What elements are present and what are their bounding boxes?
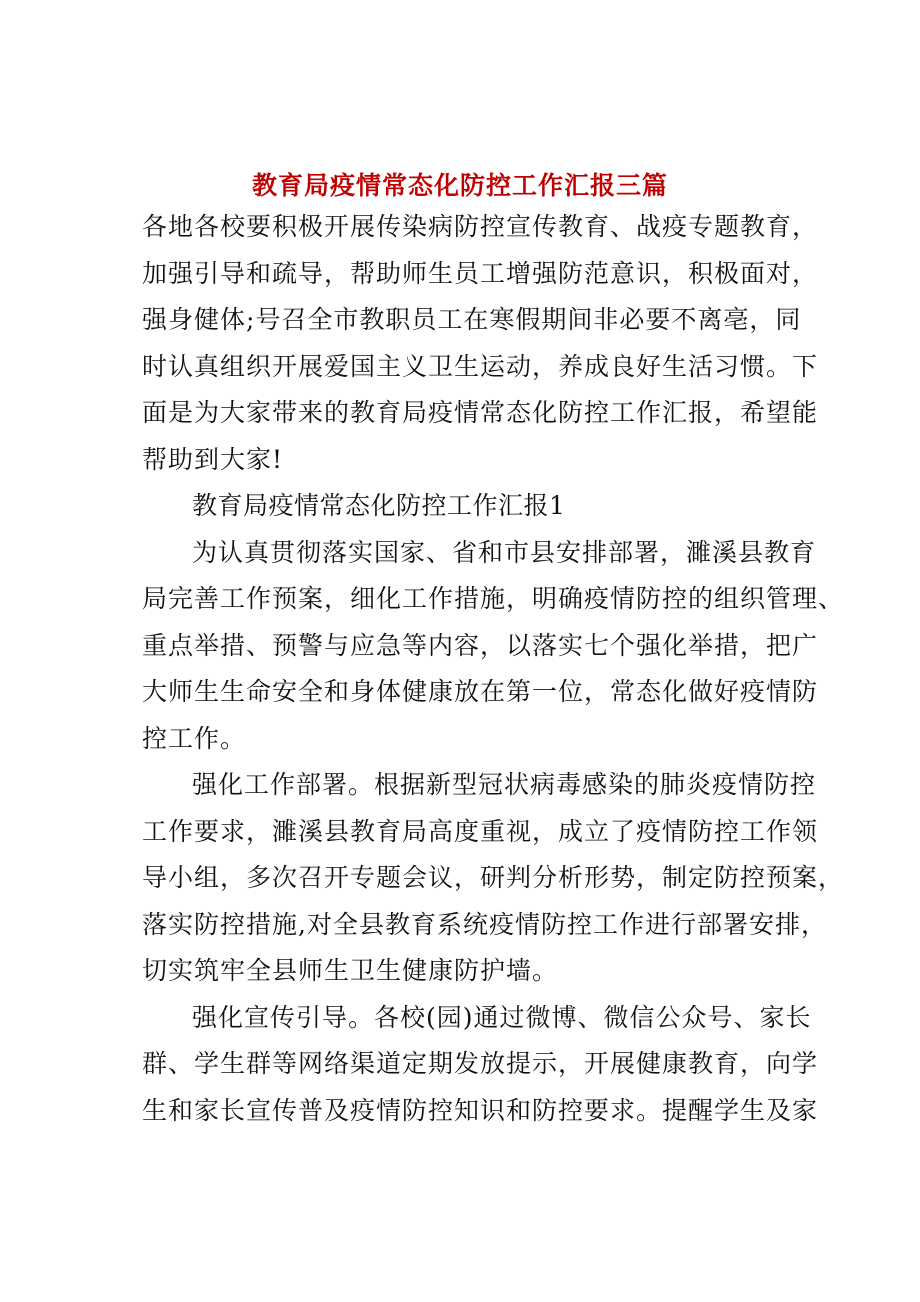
- paragraph-2-line-2: 工作要求，濉溪县教育局高度重视，成立了疫情防控工作领: [142, 816, 819, 846]
- paragraph-2-line-3: 导小组，多次召开专题会议，研判分析形势，制定防控预案，: [142, 863, 845, 892]
- intro-line-6: 帮助到大家!: [142, 444, 284, 474]
- intro-line-1: 各地各校要积极开展传染病防控宣传教育、战疫专题教育，: [142, 212, 819, 241]
- paragraph-3-line-1: 强化宣传引导。各校(园)通过微博、微信公众号、家长: [192, 1002, 812, 1032]
- document-title: 教育局疫情常态化防控工作汇报三篇: [251, 171, 668, 200]
- paragraph-1-line-1: 为认真贯彻落实国家、省和市县安排部署，濉溪县教育: [192, 537, 817, 567]
- paragraph-3-line-2: 群、学生群等网络渠道定期发放提示，开展健康教育，向学: [142, 1049, 819, 1078]
- document-body: [142, 204, 845, 1134]
- intro-paragraph: [142, 204, 819, 483]
- paragraph-2-line-1: 强化工作部署。根据新型冠状病毒感染的肺炎疫情防控: [192, 770, 817, 799]
- section-heading: 教育局疫情常态化防控工作汇报1: [192, 491, 566, 520]
- paragraph-2-line-4: 落实防控措施,对全县教育系统疫情防控工作进行部署安排，: [142, 909, 827, 939]
- paragraph-3-line-3: 生和家长宣传普及疫情防控知识和防控要求。提醒学生及家: [142, 1095, 819, 1125]
- paragraph-1-line-3: 重点举措、预警与应急等内容，以落实七个强化举措，把广: [142, 630, 819, 660]
- intro-line-5: 面是为大家带来的教育局疫情常态化防控工作汇报，希望能: [142, 398, 819, 427]
- intro-line-2: 加强引导和疏导，帮助师生员工增强防范意识，积极面对，: [142, 258, 819, 288]
- paragraph-1-line-5: 控工作。: [142, 723, 247, 753]
- paragraph-1-line-4: 大师生生命安全和身体健康放在第一位，常态化做好疫情防: [142, 677, 819, 706]
- intro-line-4: 时认真组织开展爱国主义卫生运动，养成良好生活习惯。下: [142, 351, 819, 381]
- paragraph-1-line-2: 局完善工作预案，细化工作措施，明确疫情防控的组织管理、: [142, 584, 845, 613]
- paragraph-2: [142, 762, 845, 995]
- paragraph-1: [142, 530, 845, 763]
- paragraph-2-line-5: 切实筑牢全县师生卫生健康防护墙。: [142, 956, 559, 985]
- intro-line-3: 强身健体;号召全市教职员工在寒假期间非必要不离亳，同: [142, 305, 802, 334]
- paragraph-3: [142, 995, 819, 1135]
